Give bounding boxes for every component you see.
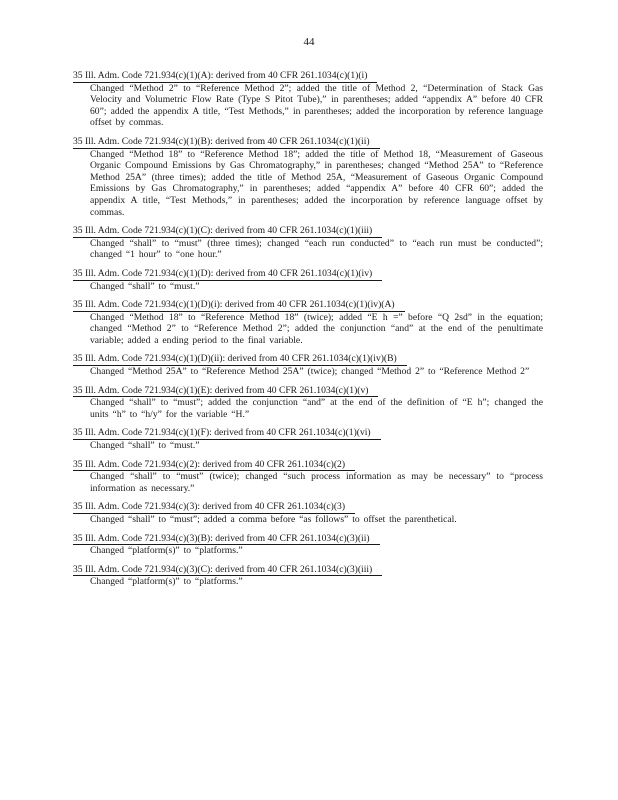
list-item [73,564,543,588]
list-item [73,385,543,421]
change-note: Changed “shall” to “must”; added the conjunction “and” at the end of the definition of “E h”; changed the units “h” to “h/y” for the variable “H.” [90,397,543,420]
section-heading: 35 Ill. Adm. Code 721.934(c)(2): derived from 40 CFR 261.1034(c)(2) [73,459,355,472]
page-number: 44 [303,36,315,48]
section-heading: 35 Ill. Adm. Code 721.934(c)(1)(F): derived from 40 CFR 261.1034(c)(1)(vi) [73,427,381,440]
list-item [73,70,543,129]
list-item [73,268,543,292]
section-heading: 35 Ill. Adm. Code 721.934(c)(1)(E): derived from 40 CFR 261.1034(c)(1)(v) [73,385,378,398]
list-item [73,353,543,377]
change-note: Changed “shall” to “must”; added a comma before “as follows” to offset the parenthetical. [90,514,457,525]
list-item [73,501,543,525]
list-item [73,136,543,218]
section-heading: 35 Ill. Adm. Code 721.934(c)(1)(D): derived from 40 CFR 261.1034(c)(1)(iv) [73,268,382,281]
section-heading: 35 Ill. Adm. Code 721.934(c)(1)(A): derived from 40 CFR 261.1034(c)(1)(i) [73,70,377,83]
list-item [73,225,543,261]
change-notes-list [73,70,543,595]
change-note: Changed “shall” to “must” (twice); changed “such process information as may be necessary” to “process information as necessary.” [90,471,543,494]
section-heading: 35 Ill. Adm. Code 721.934(c)(1)(B): derived from 40 CFR 261.1034(c)(1)(ii) [73,136,380,149]
list-item [73,427,543,451]
change-note: Changed “shall” to “must” (three times); changed “each run conducted” to “each run must be conducted”; changed “1 hour” to “one hour.” [90,237,543,261]
section-heading: 35 Ill. Adm. Code 721.934(c)(3)(C): derived from 40 CFR 261.1034(c)(3)(iii) [73,564,382,577]
section-heading: 35 Ill. Adm. Code 721.934(c)(1)(C): derived from 40 CFR 261.1034(c)(1)(iii) [73,225,382,238]
change-note: Changed “platform(s)” to “platforms.” [90,576,243,588]
change-note: Changed “shall” to “must.” [90,440,200,452]
section-heading: 35 Ill. Adm. Code 721.934(c)(3)(B): derived from 40 CFR 261.1034(c)(3)(ii) [73,533,380,546]
change-note: Changed “Method 25A” to “Reference Method 25A” (twice); changed “Method 2” to “Reference Method 2” [90,366,530,378]
section-heading: 35 Ill. Adm. Code 721.934(c)(1)(D)(ii): derived from 40 CFR 261.1034(c)(1)(iv)(B) [73,353,407,366]
list-item [73,299,543,346]
change-note: Changed “shall” to “must.” [90,280,200,292]
change-note: Changed “Method 18” to “Reference Method 18” (twice); added “E h =” before “Q 2sd” in the equation; changed “Method 2” to “Reference Method 2”; added the conjunction “and” at the end of the penultimate variable; added a ending period to the final variable. [90,311,543,346]
section-heading: 35 Ill. Adm. Code 721.934(c)(1)(D)(i): derived from 40 CFR 261.1034(c)(1)(iv)(A) [73,299,405,312]
list-item [73,533,543,557]
list-item [73,459,543,495]
change-note: Changed “Method 2” to “Reference Method 2”; added the title of Method 2, “Determination of Stack Gas Velocity and Volumetric Flow Rate (Type S Pitot Tube),” in parentheses; added “appendix A” before 40 CFR 60”; added the appendix A title, “Test Methods,” in parentheses; added the incorporation by reference language offset by commas. [90,82,543,129]
section-heading: 35 Ill. Adm. Code 721.934(c)(3): derived from 40 CFR 261.1034(c)(3) [73,501,355,514]
change-note: Changed “Method 18” to “Reference Method 18”; added the title of Method 18, “Measurement of Gaseous Organic Compound Emissions by Gas Chromatography,” in parentheses; changed “Method 25A” to “Reference Method 25A” (three times); added the title of Method 25A, “Measurement of Gaseous Organic Compound Emissions by Gas Chromatography,” in parentheses; added “appendix A” before 40 CFR 60”; added the appendix A title, “Test Methods,” in parentheses; added the incorporation by reference language offset by commas. [90,148,543,218]
change-note: Changed “platform(s)” to “platforms.” [90,545,243,557]
